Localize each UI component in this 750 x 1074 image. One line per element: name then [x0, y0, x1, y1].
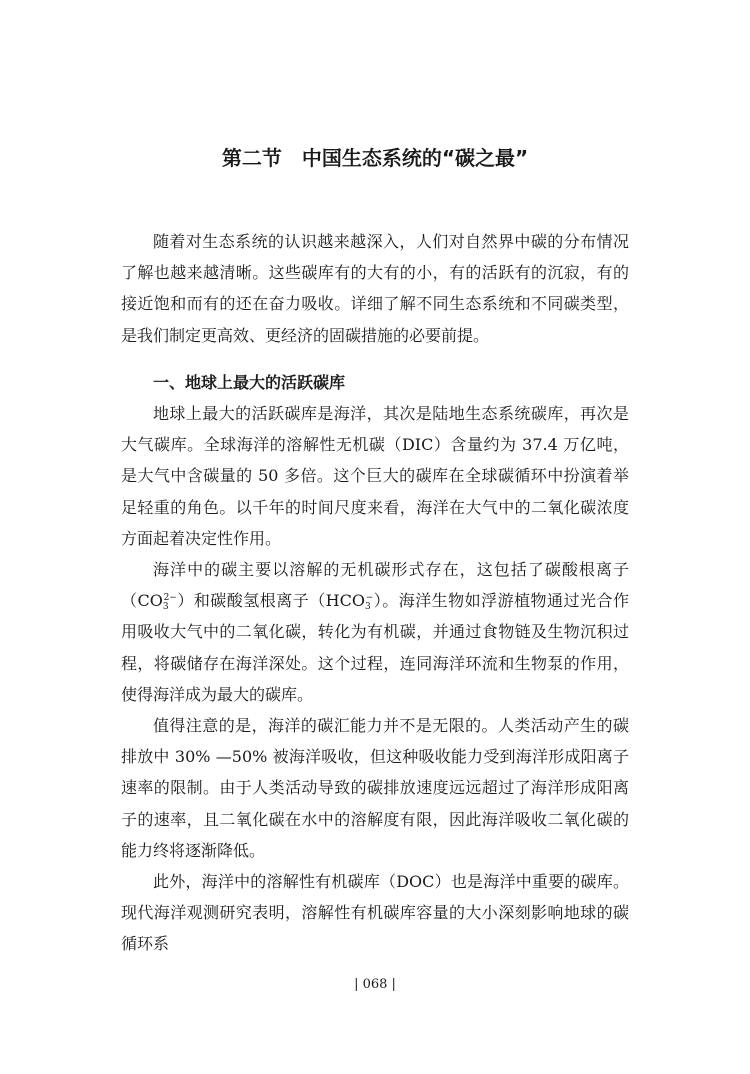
section-title: 第二节 中国生态系统的“碳之最”: [221, 146, 529, 170]
page-number: | 068 |: [354, 977, 396, 992]
paragraph-inorganic-carbon: [121, 554, 629, 710]
paragraph-text-tail: ）。海洋生物如浮游植物通过光合作用吸收大气中的二氧化碳，转化为有机碳，并通过食物链及生物沉积过程，将碳储存在海洋深处。这个过程，连同海洋环流和生物泵的作用，使得海洋成为最大的碳库。: [121, 591, 629, 704]
paragraph-text-lead: 海洋中的碳主要以溶解的无机碳形式存在，这包括了碳酸根离子（: [121, 560, 629, 611]
bicarbonate-ion-formula: HCO3−: [325, 591, 374, 613]
subsection-heading: 一、地球上最大的活跃碳库: [153, 372, 346, 392]
document-page: [121, 0, 629, 1074]
paragraph-text-mid: ）和碳酸氢根离子（: [176, 591, 326, 611]
paragraph-largest-carbon-pool: 地球上最大的活跃碳库是海洋，其次是陆地生态系统碳库，再次是大气碳库。全球海洋的溶解性无机碳（DIC）含量约为 37.4 万亿吨，是大气中含碳量的 50 多倍。这个巨大的碳库在全球碳循环中扮演着举足轻重的角色。以千年的时间尺度来看，海洋在大气中的二氧化碳浓度方面起着决定性作用。: [121, 404, 629, 548]
paragraph-dissolved-organic-carbon: 此外，海洋中的溶解性有机碳库（DOC）也是海洋中重要的碳库。现代海洋观测研究表明，溶解性有机碳库容量的大小深刻影响地球的碳循环系: [121, 872, 629, 954]
paragraph-sink-capacity: 值得注意的是，海洋的碳汇能力并不是无限的。人类活动产生的碳排放中 30% —50% 被海洋吸收，但这种吸收能力受到海洋形成阳离子速率的限制。由于人类活动导致的碳排放速度远远超过了海洋形成阳离子的速率，且二氧化碳在水中的溶解度有限，因此海洋吸收二氧化碳的能力终将逐渐降低。: [121, 716, 629, 860]
carbonate-ion-formula: $CO3^{2-}$: [137, 591, 177, 613]
document-body: [121, 226, 629, 960]
intro-paragraph: 随着对生态系统的认识越来越深入，人们对自然界中碳的分布情况了解也越来越清晰。这些碳库有的大有的小，有的活跃有的沉寂，有的接近饱和而有的还在奋力吸收。详细了解不同生态系统和不同碳类型，是我们制定更高效、更经济的固碳措施的必要前提。: [121, 232, 629, 345]
